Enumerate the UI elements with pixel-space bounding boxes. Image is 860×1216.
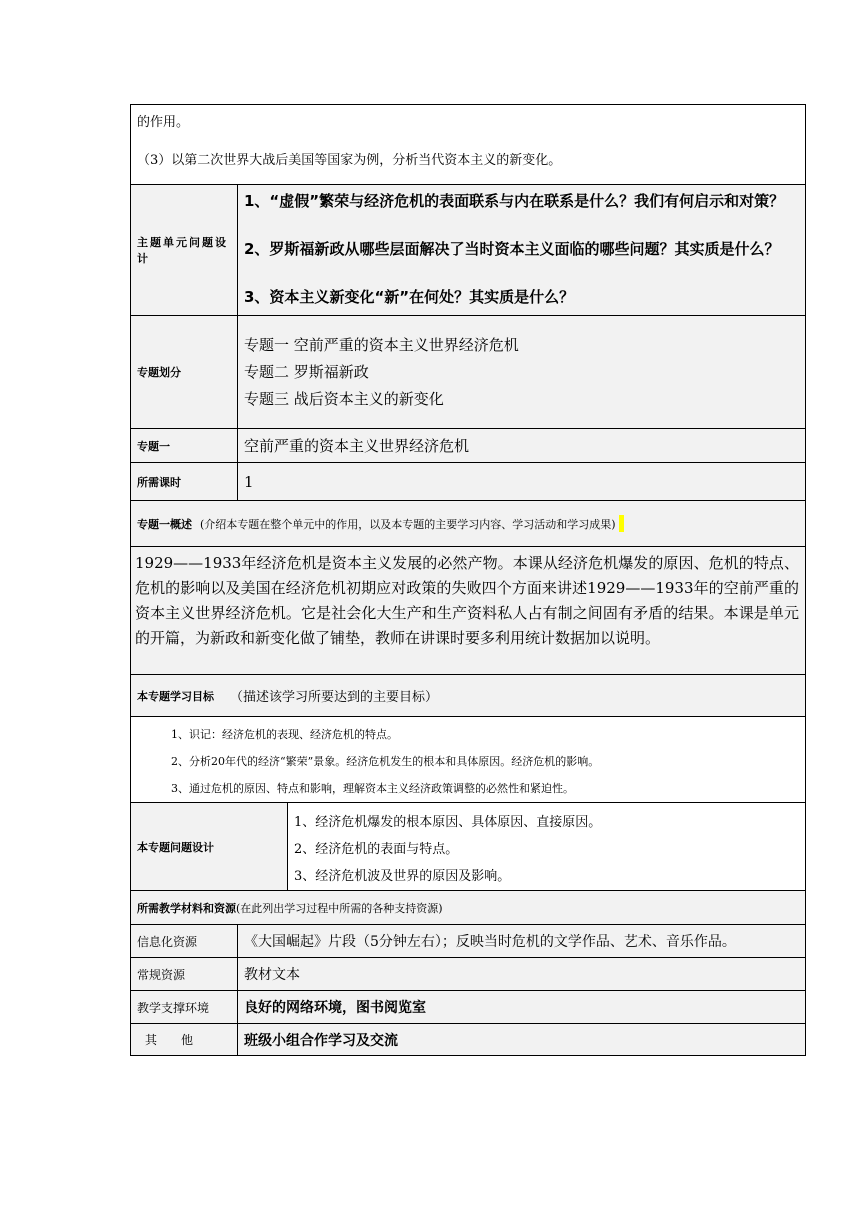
topic-questions-label: 本专题问题设计 xyxy=(137,840,214,854)
highlight-mark xyxy=(619,515,624,532)
topic-item: 专题三 战后资本主义的新变化 xyxy=(244,390,444,408)
overview-label: 专题一概述 xyxy=(137,517,192,531)
goal-item: 3、通过危机的原因、特点和影响，理解资本主义经济政策调整的必然性和紧迫性。 xyxy=(171,782,574,795)
goal-item: 1、识记：经济危机的表现、经济危机的特点。 xyxy=(171,728,398,741)
overview-note: (介绍本专题在整个单元中的作用，以及本专题的主要学习内容、学习活动和学习成果) xyxy=(200,517,616,531)
materials-row-value: 班级小组合作学习及交流 xyxy=(237,1024,805,1055)
topic1-value: 空前严重的资本主义世界经济危机 xyxy=(237,429,805,462)
materials-label: 所需教学材料和资源 xyxy=(137,901,236,915)
goals-note: （描述该学习所要达到的主要目标） xyxy=(230,690,439,705)
topic1-label: 专题一 xyxy=(137,439,170,453)
materials-note: (在此列出学习过程中所需的各种支持资源) xyxy=(236,901,443,915)
topic-item: 专题二 罗斯福新政 xyxy=(244,363,369,381)
hours-value: 1 xyxy=(237,463,805,500)
materials-row xyxy=(130,924,806,957)
materials-row-label: 教学支撑环境 xyxy=(137,1000,210,1015)
materials-row xyxy=(130,1023,806,1056)
topic-question-item: 2、经济危机的表面与特点。 xyxy=(294,842,459,857)
hours-label: 所需课时 xyxy=(137,475,181,489)
unit-question-3: 3、资本主义新变化“新”在何处？其实质是什么？ xyxy=(244,288,575,306)
goal-item: 2、分析20年代的经济“繁荣”景象。经济危机发生的根本和具体原因。经济危机的影响。 xyxy=(171,755,600,768)
topics-cell xyxy=(237,316,805,428)
overview-text: 1929——1933年经济危机是资本主义发展的必然产物。本课从经济危机爆发的原因、危机的特点、危机的影响以及美国在经济危机初期应对政策的失败四个方面来讲述1929——1933年的空前严重的资本主义世界经济危机。它是社会化大生产和生产资料私人占有制之间固有矛盾的结果。本课是单元的开篇，为新政和新变化做了铺垫，教师在讲课时要多利用统计数据加以说明。 xyxy=(135,554,799,647)
unit-question-2: 2、罗斯福新政从哪些层面解决了当时资本主义面临的哪些问题？其实质是什么？ xyxy=(244,240,780,258)
materials-header-row xyxy=(130,890,806,924)
unit-question-1: 1、“虚假”繁荣与经济危机的表面联系与内在联系是什么？我们有何启示和对策？ xyxy=(244,192,785,210)
goals-items-row xyxy=(130,716,806,802)
unit-questions-cell xyxy=(237,185,805,315)
hours-row xyxy=(130,462,806,500)
overview-text-row xyxy=(130,546,806,674)
materials-row-label: 信息化资源 xyxy=(137,934,198,949)
materials-row-value: 《大国崛起》片段（5分钟左右）；反映当时危机的文学作品、艺术、音乐作品。 xyxy=(237,925,805,957)
topics-row xyxy=(130,315,806,428)
topics-label: 专题划分 xyxy=(137,366,181,379)
goals-header xyxy=(131,675,805,716)
topic-question-item: 3、经济危机波及世界的原因及影响。 xyxy=(294,869,511,884)
overview-header xyxy=(131,501,805,546)
materials-header xyxy=(131,891,805,924)
topic-question-item: 1、经济危机爆发的根本原因、具体原因、直接原因。 xyxy=(294,815,602,830)
intro-line-1: 的作用。 xyxy=(137,115,190,130)
goals-label: 本专题学习目标 xyxy=(137,689,214,703)
topic-questions-cell xyxy=(287,803,805,890)
materials-row-label: 其 他 xyxy=(145,1033,194,1047)
materials-row-value: 良好的网络环境，图书阅览室 xyxy=(237,991,805,1023)
materials-row-label: 常规资源 xyxy=(137,967,186,982)
unit-questions-row xyxy=(130,184,806,315)
intro-row xyxy=(130,104,806,184)
materials-row-value: 教材文本 xyxy=(237,958,805,990)
topic1-row xyxy=(130,428,806,462)
overview-header-row xyxy=(130,500,806,546)
unit-questions-label: 主题单元问题设计 xyxy=(137,236,228,265)
intro-line-2: （3）以第二次世界大战后美国等国家为例，分析当代资本主义的新变化。 xyxy=(137,153,562,168)
goals-header-row xyxy=(130,674,806,716)
materials-row xyxy=(130,957,806,990)
materials-row xyxy=(130,990,806,1023)
topic-questions-row xyxy=(130,802,806,890)
topic-item: 专题一 空前严重的资本主义世界经济危机 xyxy=(244,336,519,354)
